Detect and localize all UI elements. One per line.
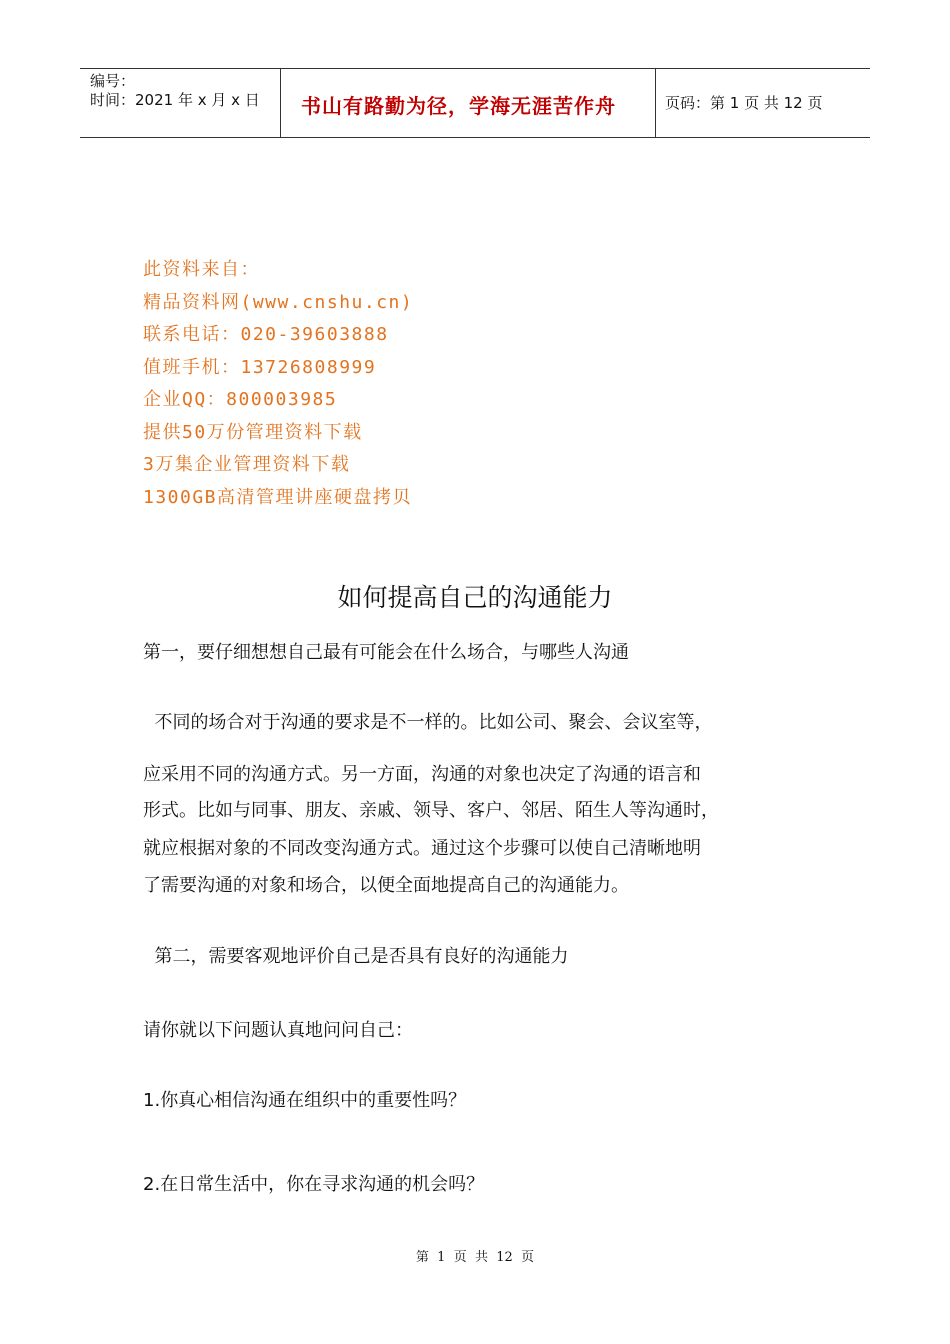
question-item <box>143 1086 466 1112</box>
header-page-cell <box>655 69 870 137</box>
step-two-heading: 第二，需要客观地评价自己是否具有良好的沟通能力 <box>143 946 569 967</box>
question-item <box>143 1170 484 1196</box>
page-label: 页码：第 1 页 共 12 页 <box>665 94 823 112</box>
source-line: 企业QQ：800003985 <box>143 389 338 410</box>
source-line: 联系电话：020-39603888 <box>143 324 389 345</box>
source-line: 值班手机：13726808999 <box>143 356 377 378</box>
time-label: 时间：2021 年 x 月 x 日 <box>90 91 260 109</box>
paragraph-line: 应采用不同的沟通方式。另一方面，沟通的对象也决定了沟通的语言和 <box>143 764 701 785</box>
source-line: 提供50万份管理资料下载 <box>143 421 363 443</box>
paragraph-line: 就应根据对象的不同改变沟通方式。通过这个步骤可以使自己清晰地明 <box>143 838 701 859</box>
article-title: 如何提高自己的沟通能力 <box>337 583 613 612</box>
paragraph-line: 不同的场合对于沟通的要求是不一样的。比如公司、聚会、会议室等， <box>143 712 713 733</box>
question-number: 1. <box>143 1090 161 1111</box>
header-motto-cell <box>280 69 656 137</box>
question-number: 2. <box>143 1174 161 1195</box>
question-text: 在日常生活中，你在寻求沟通的机会吗？ <box>160 1174 485 1195</box>
page-footer: 第 1 页 共 12 页 <box>415 1250 535 1265</box>
question-text: 你真心相信沟通在组织中的重要性吗？ <box>160 1090 467 1111</box>
motto: 书山有路勤为径，学海无涯苦作舟 <box>301 94 616 118</box>
header-info-cell <box>80 69 280 137</box>
source-line: 精品资料网(www.cnshu.cn) <box>143 291 414 313</box>
source-line: 此资料来自： <box>143 259 260 280</box>
paragraph-line: 形式。比如与同事、朋友、亲戚、领导、客户、邻居、陌生人等沟通时， <box>143 800 719 821</box>
step-one-heading: 第一，要仔细想想自己最有可能会在什么场合，与哪些人沟通 <box>143 642 629 663</box>
source-line: 1300GB高清管理讲座硬盘拷贝 <box>143 486 413 508</box>
paragraph-line: 了需要沟通的对象和场合，以便全面地提高自己的沟通能力。 <box>143 875 629 896</box>
number-label: 编号： <box>90 72 136 90</box>
source-line: 3万集企业管理资料下载 <box>143 454 351 475</box>
header-table <box>80 68 870 138</box>
question-intro: 请你就以下问题认真地问问自己： <box>143 1020 413 1041</box>
source-block <box>143 254 413 514</box>
